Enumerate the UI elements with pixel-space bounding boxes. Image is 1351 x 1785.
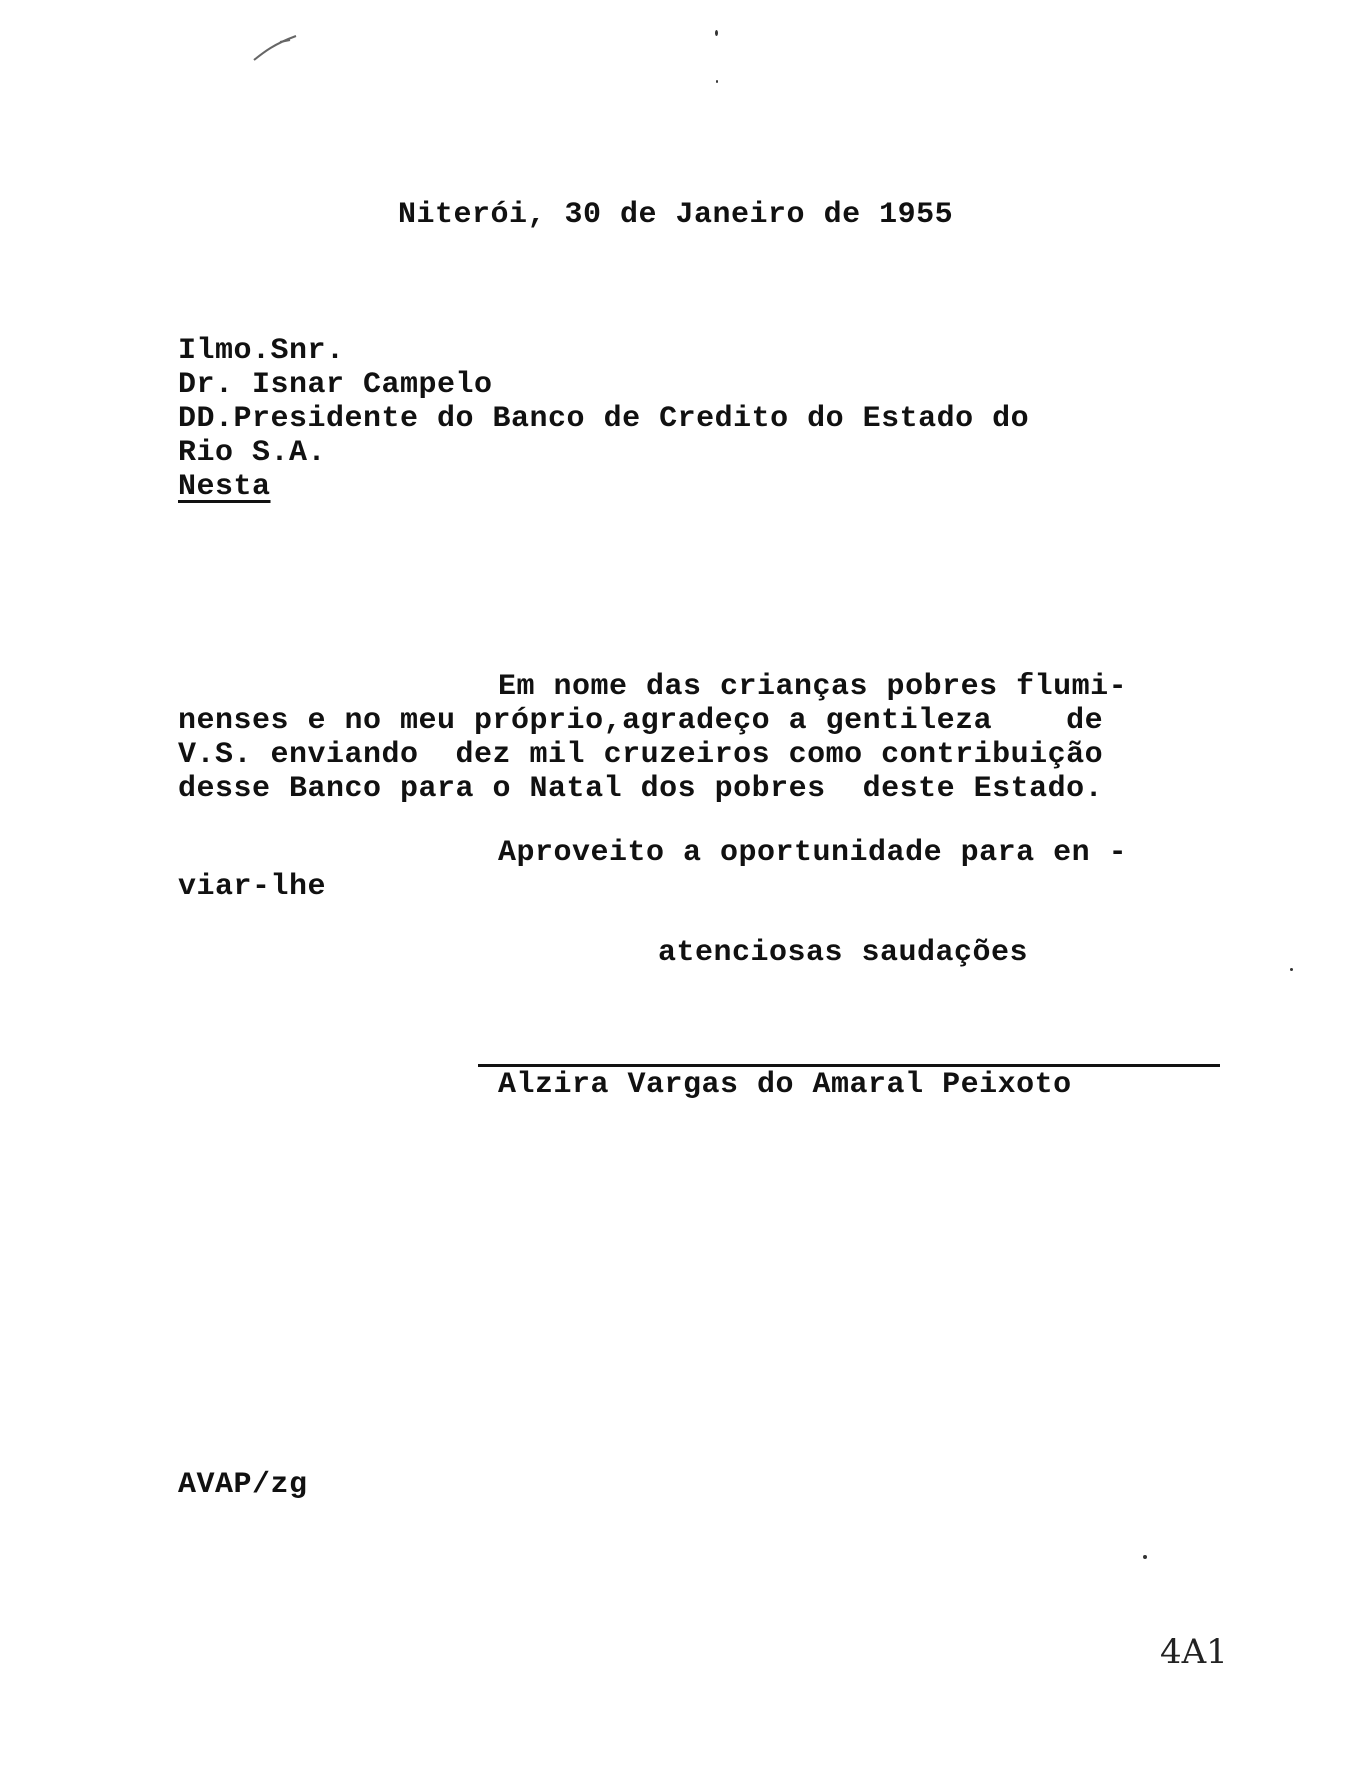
- body-line: V.S. enviando dez mil cruzeiros como contribuição: [178, 738, 1104, 772]
- body-line: Em nome das crianças pobres flumi-: [498, 670, 1128, 704]
- recipient-location: Nesta: [178, 470, 271, 504]
- recipient-title-line2: Rio S.A.: [178, 436, 327, 470]
- speck: [1290, 968, 1293, 971]
- body-line: desse Banco para o Natal dos pobres deste Estado.: [178, 772, 1104, 806]
- speck: [716, 80, 718, 83]
- speck: [715, 30, 718, 36]
- reference-initials: AVAP/zg: [178, 1468, 308, 1502]
- body-line: Aproveito a oportunidade para en -: [498, 836, 1128, 870]
- signature-name: Alzira Vargas do Amaral Peixoto: [498, 1068, 1072, 1102]
- body-line: viar-lhe: [178, 870, 327, 904]
- recipient-name: Dr. Isnar Campelo: [178, 368, 493, 402]
- speck: [1143, 1555, 1147, 1559]
- archive-mark: 4A1: [1160, 1632, 1228, 1672]
- signature-line: [478, 1064, 1220, 1067]
- recipient-title-line1: DD.Presidente do Banco de Credito do Estado do: [178, 402, 1030, 436]
- place-date: Niterói, 30 de Janeiro de 1955: [398, 198, 954, 232]
- closing: atenciosas saudações: [658, 936, 1029, 970]
- scan-mark-icon: [250, 26, 304, 66]
- body-line: nenses e no meu próprio,agradeço a gentileza de: [178, 704, 1104, 738]
- recipient-salutation: Ilmo.Snr.: [178, 334, 345, 368]
